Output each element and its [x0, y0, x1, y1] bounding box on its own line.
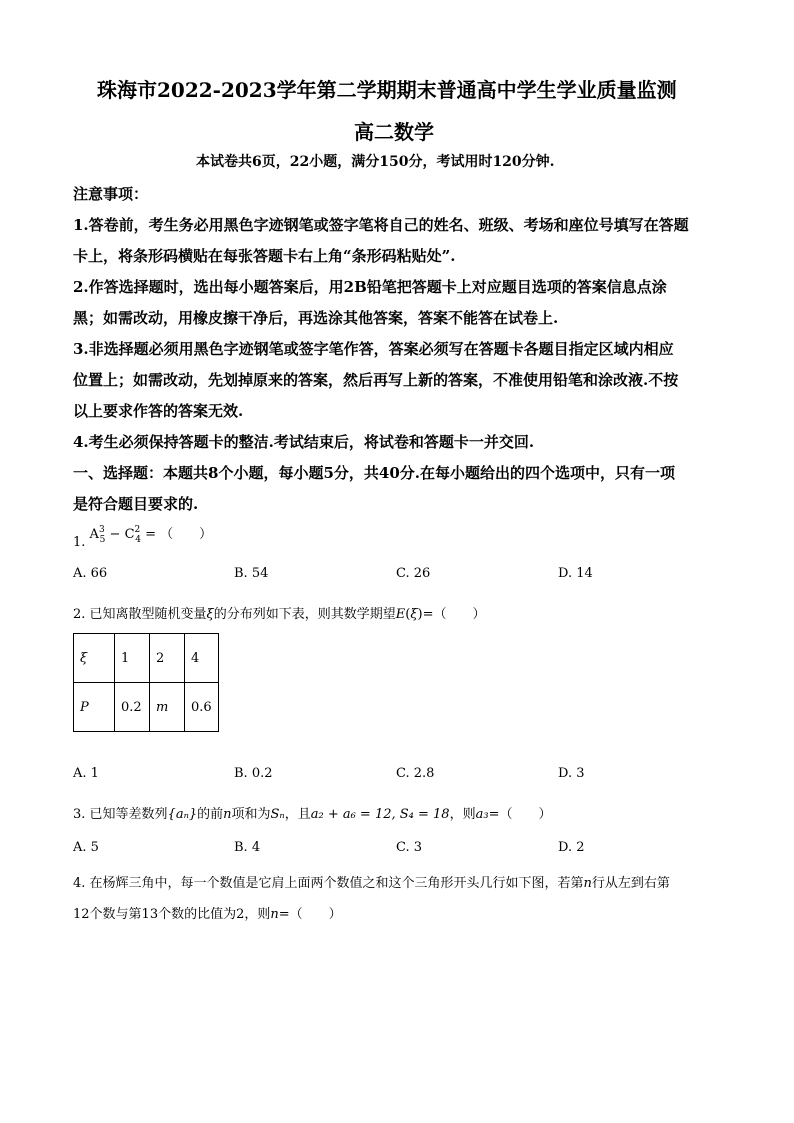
note-2-line-2: 黑；如需改动，用橡皮擦干净后，再选涂其他答案，答案不能答在试卷上.: [73, 309, 559, 327]
table-cell-xi: ξ: [80, 650, 88, 666]
formula-c-sub: 4: [135, 535, 141, 545]
table-cell: 0.6: [185, 683, 219, 732]
q3-stem-e: ，则: [449, 807, 476, 822]
formula-c: C: [124, 527, 135, 542]
note-3-line-3: 以上要求作答的答案无效.: [73, 402, 244, 420]
section-1-line-1: 一、选择题：本题共8个小题，每小题5分，共40分.在每小题给出的四个选项中，只有一项: [73, 464, 675, 482]
question-2-option-a: A. 1: [73, 766, 99, 781]
question-2-option-b: B. 0.2: [234, 766, 273, 781]
q3-condition: a₂ + a₆ = 12, S₄ = 18: [310, 807, 450, 822]
question-1-number: 1.: [73, 535, 86, 550]
note-1-line-2: 卡上，将条形码横贴在每张答题卡右上角“条形码粘贴处”.: [73, 247, 456, 265]
formula-a-sub: 5: [99, 535, 106, 545]
q2-xi-2: ξ: [410, 607, 418, 622]
q2-paren-close: ): [417, 607, 423, 622]
table-row: [74, 634, 219, 683]
q2-stem-c: =（ ）: [422, 607, 486, 622]
q4-line2-b: =（ ）: [278, 907, 342, 922]
table-cell: [74, 683, 115, 732]
question-1-option-b: B. 54: [234, 566, 269, 581]
note-2-line-1: 2.作答选择题时，选出每小题答案后，用2B铅笔把答题卡上对应题目选项的答案信息点涂: [73, 278, 667, 296]
q3-stem-b: 的前: [197, 807, 224, 822]
note-3-line-2: 位置上；如需改动，先划掉原来的答案，然后再写上新的答案，不准使用铅笔和涂改液.不按: [73, 371, 679, 389]
table-cell: 1: [115, 634, 150, 683]
q4-line1-a: 4. 在杨辉三角中，每一个数值是它肩上面两个数值之和这个三角形开头几行如下图，若第: [73, 876, 584, 891]
question-2-option-d: D. 3: [558, 766, 585, 781]
q3-sn: Sₙ: [270, 807, 285, 822]
q2-expectation-e: E: [395, 607, 406, 622]
section-1-line-2: 是符合题目要求的.: [73, 495, 199, 513]
q3-a3: a₃: [475, 807, 489, 822]
q4-n-2: n: [270, 907, 279, 922]
q3-stem-c: 项和为: [231, 807, 271, 822]
question-2-option-c: C. 2.8: [396, 766, 435, 781]
question-1-formula: [89, 525, 213, 545]
notes-heading: 注意事项：: [73, 185, 149, 203]
question-3-option-d: D. 2: [558, 840, 585, 855]
q3-stem-d: ，且: [284, 807, 311, 822]
question-2-stem: [73, 603, 485, 622]
formula-minus: −: [105, 527, 125, 542]
formula-a: A: [89, 527, 99, 542]
q2-stem-b: 的分布列如下表，则其数学期望: [213, 607, 396, 622]
question-1-option-a: A. 66: [73, 566, 108, 581]
formula-tail: = （ ）: [141, 527, 213, 542]
q3-stem-a: 3. 已知等差数列: [73, 807, 168, 822]
exam-title: 珠海市2022-2023学年第二学期期末普通高中学生学业质量监测: [97, 78, 677, 102]
q3-sequence: {aₙ}: [167, 807, 198, 822]
question-4-line-1: [73, 872, 670, 891]
note-1-line-1: 1.答卷前，考生务必用黑色字迹钢笔或签字笔将自己的姓名、班级、考场和座位号填写在答题: [73, 216, 689, 234]
table-cell: 2: [150, 634, 185, 683]
question-3-option-a: A. 5: [73, 840, 99, 855]
question-3-option-c: C. 3: [396, 840, 423, 855]
table-cell: [74, 634, 115, 683]
question-1-stem: [73, 525, 213, 550]
q3-stem-f: =（ ）: [488, 807, 552, 822]
q2-stem-a: 2. 已知离散型随机变量: [73, 607, 207, 622]
question-1-option-d: D. 14: [558, 566, 593, 581]
q2-paren-open: (: [405, 607, 411, 622]
table-cell: 4: [185, 634, 219, 683]
question-3-option-b: B. 4: [234, 840, 261, 855]
exam-info: 本试卷共6页，22小题，满分150分，考试用时120分钟.: [196, 154, 555, 170]
note-3-line-1: 3.非选择题必须用黑色字迹钢笔或签字笔作答，答案必须写在答题卡各题目指定区域内相应: [73, 340, 674, 358]
formula-a-sup: 3: [98, 525, 105, 535]
exam-subtitle: 高二数学: [354, 120, 434, 144]
table-cell: [150, 683, 185, 732]
table-row: [74, 683, 219, 732]
question-4-line-2: [73, 903, 342, 922]
q4-line2-a: 12个数与第13个数的比值为2，则: [73, 907, 271, 922]
table-cell-m: m: [156, 699, 169, 715]
table-cell-p: P: [80, 699, 89, 715]
note-4: 4.考生必须保持答题卡的整洁.考试结束后，将试卷和答题卡一并交回.: [73, 433, 535, 451]
q2-xi: ξ: [206, 607, 214, 622]
question-1-option-c: C. 26: [396, 566, 431, 581]
q4-n: n: [583, 876, 592, 891]
question-3-stem: [73, 803, 551, 822]
formula-c-sup: 2: [134, 525, 141, 535]
table-cell: 0.2: [115, 683, 150, 732]
q3-n: n: [223, 807, 232, 822]
q4-line1-b: 行从左到右第: [591, 876, 670, 891]
distribution-table: [73, 633, 219, 732]
